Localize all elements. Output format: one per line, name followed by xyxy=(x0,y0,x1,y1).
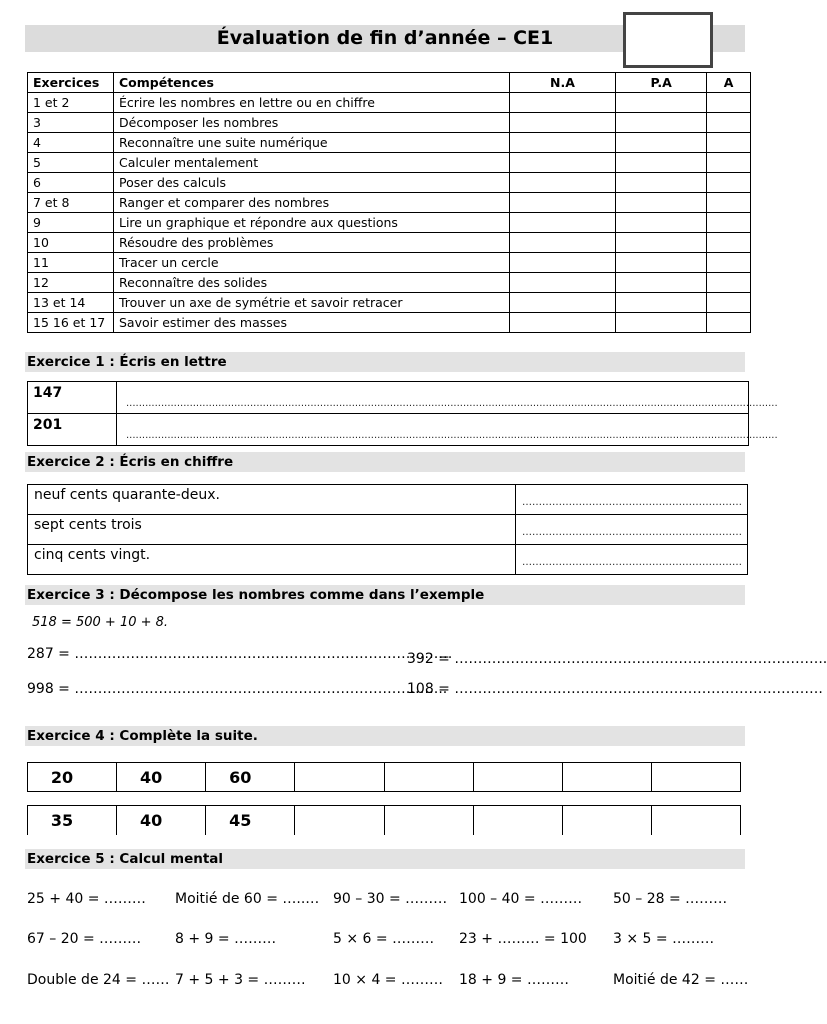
header-a: A xyxy=(707,73,751,93)
ex3-item-108[interactable]: 108 = ……………………………………………………………………. xyxy=(407,681,823,697)
seq-cell[interactable] xyxy=(651,763,740,792)
a-cell[interactable] xyxy=(707,133,751,153)
a-cell[interactable] xyxy=(707,313,751,333)
ex2-answer-field[interactable] xyxy=(516,485,748,515)
competence-label: Poser des calculs xyxy=(114,173,510,193)
na-cell[interactable] xyxy=(510,313,616,333)
table-row xyxy=(28,806,741,835)
seq-cell[interactable] xyxy=(384,763,473,792)
a-cell[interactable] xyxy=(707,293,751,313)
a-cell[interactable] xyxy=(707,213,751,233)
header-pa: P.A xyxy=(615,73,706,93)
ex3-title: Exercice 3 : Décompose les nombres comme dans l’exemple xyxy=(27,587,485,603)
na-cell[interactable] xyxy=(510,233,616,253)
seq-cell: 20 xyxy=(28,763,117,792)
mental-item[interactable]: 100 – 40 = ……… xyxy=(459,891,583,907)
competence-label: Trouver un axe de symétrie et savoir retracer xyxy=(114,293,510,313)
competence-label: Tracer un cercle xyxy=(114,253,510,273)
na-cell[interactable] xyxy=(510,133,616,153)
mental-item[interactable]: 67 – 20 = ……… xyxy=(27,931,142,947)
table-row xyxy=(28,273,751,293)
ex2-label: neuf cents quarante-deux. xyxy=(28,485,516,515)
seq-cell: 40 xyxy=(117,806,206,835)
seq-cell: 35 xyxy=(28,806,117,835)
pa-cell[interactable] xyxy=(615,313,706,333)
seq-cell[interactable] xyxy=(295,763,384,792)
header-exercices: Exercices xyxy=(28,73,114,93)
header-na: N.A xyxy=(510,73,616,93)
ex3-example: 518 = 500 + 10 + 8. xyxy=(32,615,169,630)
a-cell[interactable] xyxy=(707,253,751,273)
ex2-label: sept cents trois xyxy=(28,515,516,545)
mental-item[interactable]: 7 + 5 + 3 = ……… xyxy=(175,972,306,988)
na-cell[interactable] xyxy=(510,153,616,173)
na-cell[interactable] xyxy=(510,273,616,293)
exercise-number: 4 xyxy=(28,133,114,153)
seq-cell: 45 xyxy=(206,806,295,835)
ex2-dots: ………………………………………………………… xyxy=(522,526,742,538)
ex1-dots: ............................................................................................................................................................................................................. xyxy=(126,398,778,409)
exercise-number: 3 xyxy=(28,113,114,133)
table-row xyxy=(28,133,751,153)
table-header-row xyxy=(28,73,751,93)
seq-cell: 60 xyxy=(206,763,295,792)
competences-table xyxy=(27,72,751,333)
ex3-item-287[interactable]: 287 = ……………………………………………………………………… xyxy=(27,646,453,662)
exercise-number: 11 xyxy=(28,253,114,273)
mental-item[interactable]: 18 + 9 = ……… xyxy=(459,972,569,988)
exercise-number: 5 xyxy=(28,153,114,173)
sequence-table-2 xyxy=(27,805,741,835)
table-row xyxy=(28,193,751,213)
ex2-answer-field[interactable] xyxy=(516,515,748,545)
competence-label: Résoudre des problèmes xyxy=(114,233,510,253)
na-cell[interactable] xyxy=(510,193,616,213)
mental-item[interactable]: 23 + ……… = 100 xyxy=(459,931,587,947)
ex1-table xyxy=(27,381,778,446)
table-row xyxy=(28,382,749,414)
table-row xyxy=(28,253,751,273)
exercise-number: 1 et 2 xyxy=(28,93,114,113)
a-cell[interactable] xyxy=(707,193,751,213)
exercise-number: 13 et 14 xyxy=(28,293,114,313)
pa-cell[interactable] xyxy=(615,273,706,293)
pa-cell[interactable] xyxy=(615,253,706,273)
pa-cell[interactable] xyxy=(615,153,706,173)
exercise-number: 7 et 8 xyxy=(28,193,114,213)
a-cell[interactable] xyxy=(707,153,751,173)
pa-cell[interactable] xyxy=(615,173,706,193)
ex2-answer-field[interactable] xyxy=(516,545,748,575)
ex2-table xyxy=(27,484,748,575)
competence-label: Lire un graphique et répondre aux questions xyxy=(114,213,510,233)
table-row xyxy=(28,93,751,113)
ex2-title: Exercice 2 : Écris en chiffre xyxy=(27,454,234,470)
ex1-answer-field[interactable] xyxy=(117,382,778,414)
ex3-item-392[interactable]: 392 = …………………………………………………………………….. xyxy=(407,651,827,667)
mental-item[interactable]: Moitié de 42 = …… xyxy=(613,972,749,988)
ex1-dots: ............................................................................................................................................................................................................. xyxy=(126,430,778,441)
na-cell[interactable] xyxy=(510,293,616,313)
score-box[interactable] xyxy=(623,12,713,68)
mental-item[interactable]: Double de 24 = …… xyxy=(27,972,170,988)
exercise-number: 9 xyxy=(28,213,114,233)
pa-cell[interactable] xyxy=(615,233,706,253)
ex2-dots: ………………………………………………………… xyxy=(522,556,742,568)
table-row xyxy=(28,313,751,333)
table-row xyxy=(28,113,751,133)
seq-cell[interactable] xyxy=(562,806,651,835)
mental-item[interactable]: 3 × 5 = ……… xyxy=(613,931,715,947)
exercise-number: 6 xyxy=(28,173,114,193)
table-row xyxy=(28,233,751,253)
seq-cell[interactable] xyxy=(651,806,740,835)
ex1-number: 147 xyxy=(28,382,117,414)
mental-item[interactable]: Moitié de 60 = …..… xyxy=(175,891,320,907)
seq-cell[interactable] xyxy=(473,763,562,792)
na-cell[interactable] xyxy=(510,253,616,273)
na-cell[interactable] xyxy=(510,113,616,133)
exercise-number: 12 xyxy=(28,273,114,293)
ex3-item-998[interactable]: 998 = …………………………………………………………………….. xyxy=(27,681,448,697)
a-cell[interactable] xyxy=(707,173,751,193)
table-row xyxy=(28,545,748,575)
exercise-number: 15 16 et 17 xyxy=(28,313,114,333)
pa-cell[interactable] xyxy=(615,213,706,233)
a-cell[interactable] xyxy=(707,273,751,293)
na-cell[interactable] xyxy=(510,93,616,113)
pa-cell[interactable] xyxy=(615,113,706,133)
competence-label: Ranger et comparer des nombres xyxy=(114,193,510,213)
mental-item[interactable]: 5 × 6 = ……… xyxy=(333,931,435,947)
na-cell[interactable] xyxy=(510,213,616,233)
ex1-title: Exercice 1 : Écris en lettre xyxy=(27,354,227,370)
mental-item[interactable]: 10 × 4 = ……… xyxy=(333,972,443,988)
a-cell[interactable] xyxy=(707,233,751,253)
ex1-answer-field[interactable] xyxy=(117,414,778,446)
header-competences: Compétences xyxy=(114,73,510,93)
competence-label: Reconnaître des solides xyxy=(114,273,510,293)
ex2-label: cinq cents vingt. xyxy=(28,545,516,575)
ex1-number: 201 xyxy=(28,414,117,446)
seq-cell: 40 xyxy=(117,763,206,792)
ex2-dots: ………………………………………………………… xyxy=(522,496,742,508)
seq-cell[interactable] xyxy=(562,763,651,792)
table-row xyxy=(28,153,751,173)
ex4-title: Exercice 4 : Complète la suite. xyxy=(27,728,258,744)
competence-label: Écrire les nombres en lettre ou en chiffre xyxy=(114,93,510,113)
pa-cell[interactable] xyxy=(615,293,706,313)
a-cell[interactable] xyxy=(707,93,751,113)
pa-cell[interactable] xyxy=(615,133,706,153)
ex5-title: Exercice 5 : Calcul mental xyxy=(27,851,224,867)
table-row xyxy=(28,293,751,313)
table-row xyxy=(28,763,741,792)
table-row xyxy=(28,414,749,446)
pa-cell[interactable] xyxy=(615,93,706,113)
table-row xyxy=(28,173,751,193)
page-title: Évaluation de fin d’année – CE1 xyxy=(216,27,554,49)
mental-item[interactable]: 25 + 40 = ……… xyxy=(27,891,146,907)
competence-label: Décomposer les nombres xyxy=(114,113,510,133)
competence-label: Reconnaître une suite numérique xyxy=(114,133,510,153)
table-row xyxy=(28,485,748,515)
mental-item[interactable]: 90 – 30 = ……… xyxy=(333,891,448,907)
mental-item[interactable]: 8 + 9 = ……… xyxy=(175,931,277,947)
table-row xyxy=(28,515,748,545)
exercise-number: 10 xyxy=(28,233,114,253)
seq-cell[interactable] xyxy=(473,806,562,835)
competence-label: Savoir estimer des masses xyxy=(114,313,510,333)
seq-cell[interactable] xyxy=(384,806,473,835)
table-row xyxy=(28,213,751,233)
competence-label: Calculer mentalement xyxy=(114,153,510,173)
a-cell[interactable] xyxy=(707,113,751,133)
pa-cell[interactable] xyxy=(615,193,706,213)
seq-cell[interactable] xyxy=(295,806,384,835)
sequence-table-1 xyxy=(27,762,741,792)
mental-item[interactable]: 50 – 28 = ……… xyxy=(613,891,728,907)
na-cell[interactable] xyxy=(510,173,616,193)
